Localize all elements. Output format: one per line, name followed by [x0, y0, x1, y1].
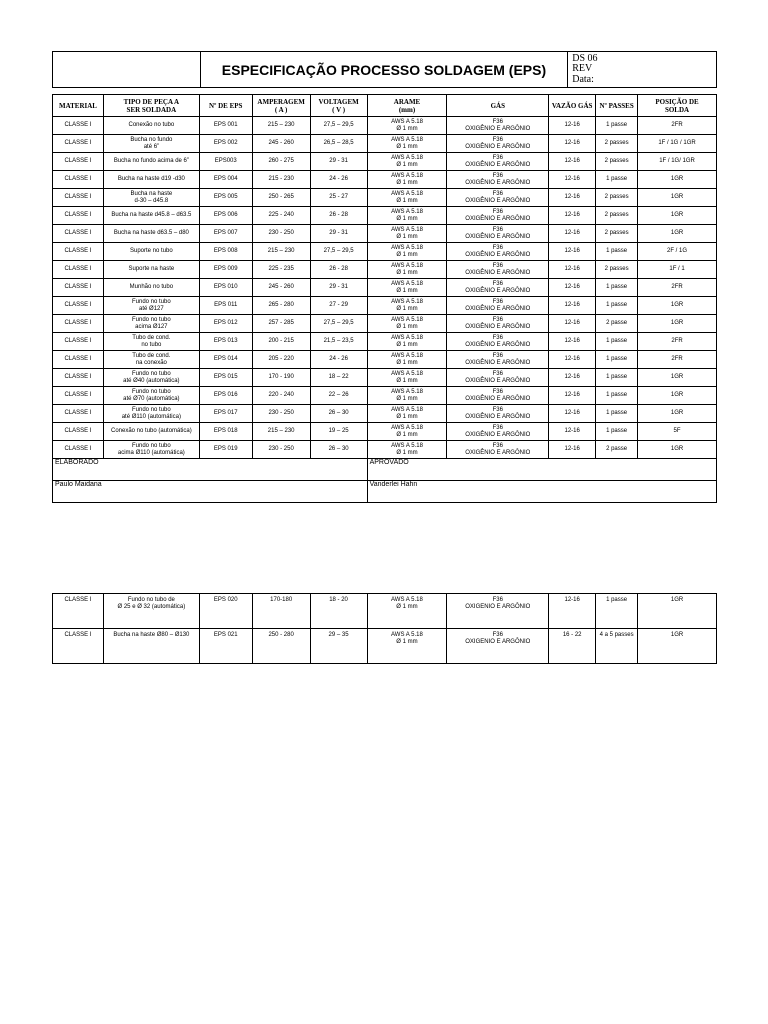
cell-wire: AWS A 5.18 Ø 1 mm: [367, 171, 447, 189]
column-header-gas: GÁS: [447, 95, 549, 117]
cell-gas-flow: 12-16: [549, 369, 596, 387]
cell-piece-type: Fundo no tubo acima Ø127: [103, 315, 199, 333]
column-header-piece-type: TIPO DE PEÇA A SER SOLDADA: [103, 95, 199, 117]
cell-voltage: 26 – 30: [310, 441, 367, 459]
cell-gas-flow: 12-16: [549, 297, 596, 315]
cell-wire: AWS A 5.18 Ø 1 mm: [367, 405, 447, 423]
cell-weld-position: 2FR: [638, 279, 717, 297]
cell-wire: AWS A 5.18 Ø 1 mm: [367, 333, 447, 351]
cell-amperage: 250 - 265: [252, 189, 310, 207]
cell-eps-number: EPS 016: [199, 387, 252, 405]
doc-code: DS 06: [572, 52, 598, 64]
extra-table-body: [53, 594, 717, 664]
cell-passes: 2 passes: [596, 153, 638, 171]
date-label: Data:: [572, 73, 594, 85]
cell-piece-type: Fundo no tubo até Ø127: [103, 297, 199, 315]
cell-material: CLASSE I: [53, 225, 104, 243]
cell-wire: AWS A 5.18 Ø 1 mm: [367, 369, 447, 387]
cell-gas-flow: 12-16: [549, 225, 596, 243]
cell-gas: F36 OXIGÊNIO E ARGÔNIO: [447, 423, 549, 441]
cell-voltage: 29 – 35: [310, 629, 367, 664]
cell-amperage: 225 - 235: [252, 261, 310, 279]
cell-weld-position: 1GR: [638, 441, 717, 459]
cell-voltage: 19 – 25: [310, 423, 367, 441]
cell-eps-number: EPS 021: [199, 629, 252, 664]
cell-gas-flow: 12-16: [549, 387, 596, 405]
cell-wire: AWS A 5.18 Ø 1 mm: [367, 387, 447, 405]
cell-wire: AWS A 5.18 Ø 1 mm: [367, 315, 447, 333]
table-row: [53, 171, 717, 189]
cell-gas: F36 OXIGÊNIO E ARGÔNIO: [447, 351, 549, 369]
table-row: [53, 629, 717, 664]
cell-piece-type: Fundo no tubo até Ø110 (automática): [103, 405, 199, 423]
cell-amperage: 257 - 285: [252, 315, 310, 333]
cell-weld-position: 2F / 1G: [638, 243, 717, 261]
cell-piece-type: Conexão no tubo: [103, 117, 199, 135]
cell-amperage: 215 – 230: [252, 243, 310, 261]
cell-piece-type: Bucha na haste d63.5 – d80: [103, 225, 199, 243]
eps-table: [52, 94, 717, 503]
cell-eps-number: EPS 020: [199, 594, 252, 629]
table-row: [53, 135, 717, 153]
cell-gas: F36 OXIGÊNIO E ARGÔNIO: [447, 405, 549, 423]
cell-wire: AWS A 5.18 Ø 1 mm: [367, 207, 447, 225]
cell-gas-flow: 12-16: [549, 171, 596, 189]
cell-eps-number: EPS 011: [199, 297, 252, 315]
cell-piece-type: Bucha na haste d45.8 – d63.5: [103, 207, 199, 225]
cell-passes: 1 passe: [596, 387, 638, 405]
cell-amperage: 245 - 260: [252, 279, 310, 297]
cell-weld-position: 1GR: [638, 225, 717, 243]
cell-eps-number: EPS 014: [199, 351, 252, 369]
column-header-weld-position: POSIÇÃO DE SOLDA: [638, 95, 717, 117]
cell-amperage: 200 - 215: [252, 333, 310, 351]
cell-passes: 1 passe: [596, 279, 638, 297]
cell-gas: F36 OXIGENIO E ARGÔNIO: [447, 629, 549, 664]
column-header-eps-number: Nº DE EPS: [199, 95, 252, 117]
cell-passes: 1 passe: [596, 423, 638, 441]
cell-gas: F36 OXIGÊNIO E ARGÔNIO: [447, 261, 549, 279]
cell-amperage: 265 - 280: [252, 297, 310, 315]
eps-extra-table: [52, 593, 717, 664]
cell-passes: 2 passes: [596, 207, 638, 225]
cell-material: CLASSE I: [53, 333, 104, 351]
table-header-row: [53, 95, 717, 117]
cell-gas: F36 OXIGÊNIO E ARGÔNIO: [447, 171, 549, 189]
cell-eps-number: EPS 013: [199, 333, 252, 351]
cell-voltage: 27,5 – 29,5: [310, 117, 367, 135]
cell-piece-type: Bucha na haste d19 -d30: [103, 171, 199, 189]
cell-wire: AWS A 5.18 Ø 1 mm: [367, 189, 447, 207]
table-row: [53, 153, 717, 171]
cell-piece-type: Conexão no tubo (automática): [103, 423, 199, 441]
cell-gas: F36 OXIGÊNIO E ARGÔNIO: [447, 189, 549, 207]
cell-wire: AWS A 5.18 Ø 1 mm: [367, 423, 447, 441]
cell-amperage: 245 - 260: [252, 135, 310, 153]
cell-passes: 1 passe: [596, 297, 638, 315]
elaborado-name: Paulo Maidana: [53, 481, 368, 503]
cell-piece-type: Munhão no tubo: [103, 279, 199, 297]
cell-material: CLASSE I: [53, 405, 104, 423]
cell-weld-position: 1GR: [638, 387, 717, 405]
table-row: [53, 423, 717, 441]
cell-gas-flow: 12-16: [549, 207, 596, 225]
cell-wire: AWS A 5.18 Ø 1 mm: [367, 135, 447, 153]
cell-eps-number: EPS 006: [199, 207, 252, 225]
cell-eps-number: EPS 002: [199, 135, 252, 153]
cell-gas: F36 OXIGENIO E ARGÔNIO: [447, 594, 549, 629]
cell-weld-position: 1F / 1G/ 1GR: [638, 153, 717, 171]
cell-gas-flow: 12-16: [549, 423, 596, 441]
cell-passes: 1 passe: [596, 369, 638, 387]
table-row: [53, 369, 717, 387]
cell-passes: 2 passe: [596, 315, 638, 333]
cell-voltage: 26,5 – 28,5: [310, 135, 367, 153]
cell-eps-number: EPS 018: [199, 423, 252, 441]
table-row: [53, 225, 717, 243]
cell-gas: F36 OXIGÊNIO E ARGÔNIO: [447, 135, 549, 153]
cell-piece-type: Bucha na haste Ø80 – Ø130: [103, 629, 199, 664]
cell-material: CLASSE I: [53, 243, 104, 261]
cell-gas-flow: 12-16: [549, 135, 596, 153]
cell-amperage: 215 – 230: [252, 423, 310, 441]
document-header: [52, 51, 717, 88]
cell-weld-position: 2FR: [638, 117, 717, 135]
cell-wire: AWS A 5.18 Ø 1 mm: [367, 225, 447, 243]
table-row: [53, 333, 717, 351]
cell-voltage: 24 - 26: [310, 171, 367, 189]
table-body: [53, 117, 717, 459]
table-row: [53, 405, 717, 423]
cell-voltage: 18 – 22: [310, 369, 367, 387]
cell-passes: 1 passe: [596, 405, 638, 423]
cell-material: CLASSE I: [53, 629, 104, 664]
cell-eps-number: EPS 005: [199, 189, 252, 207]
cell-material: CLASSE I: [53, 387, 104, 405]
column-header-gas-flow: VAZÃO GÁS: [549, 95, 596, 117]
cell-wire: AWS A 5.18 Ø 1 mm: [367, 629, 447, 664]
cell-amperage: 230 - 250: [252, 225, 310, 243]
cell-gas-flow: 12-16: [549, 315, 596, 333]
cell-amperage: 205 - 220: [252, 351, 310, 369]
table-row: [53, 387, 717, 405]
cell-passes: 2 passes: [596, 189, 638, 207]
cell-material: CLASSE I: [53, 423, 104, 441]
cell-wire: AWS A 5.18 Ø 1 mm: [367, 243, 447, 261]
cell-weld-position: 5F: [638, 423, 717, 441]
cell-wire: AWS A 5.18 Ø 1 mm: [367, 279, 447, 297]
cell-gas-flow: 12-16: [549, 351, 596, 369]
cell-weld-position: 1GR: [638, 629, 717, 664]
column-header-wire: ARAME (mm): [367, 95, 447, 117]
cell-gas: F36 OXIGÊNIO E ARGÔNIO: [447, 207, 549, 225]
cell-gas-flow: 12-16: [549, 243, 596, 261]
cell-gas-flow: 12-16: [549, 441, 596, 459]
header-blank-cell: [53, 52, 201, 88]
cell-weld-position: 1GR: [638, 594, 717, 629]
cell-piece-type: Fundo no tubo acima Ø110 (automática): [103, 441, 199, 459]
cell-amperage: 230 - 250: [252, 405, 310, 423]
cell-gas: F36 OXIGÊNIO E ARGÔNIO: [447, 387, 549, 405]
cell-gas: F36 OXIGÊNIO E ARGÔNIO: [447, 369, 549, 387]
cell-eps-number: EPS 010: [199, 279, 252, 297]
column-header-material: MATERIAL: [53, 95, 104, 117]
cell-gas: F36 OXIGÊNIO E ARGÔNIO: [447, 441, 549, 459]
elaborado-label: ELABORADO: [53, 459, 368, 481]
cell-gas: F36 OXIGÊNIO E ARGÔNIO: [447, 243, 549, 261]
cell-piece-type: Fundo no tubo até Ø70 (automática): [103, 387, 199, 405]
table-row: [53, 243, 717, 261]
cell-material: CLASSE I: [53, 441, 104, 459]
revision-block: [568, 52, 717, 88]
cell-voltage: 29 - 31: [310, 279, 367, 297]
table-row: [53, 279, 717, 297]
cell-piece-type: Bucha na haste d-30 – d45.8: [103, 189, 199, 207]
cell-amperage: 220 - 240: [252, 387, 310, 405]
cell-material: CLASSE I: [53, 189, 104, 207]
cell-gas: F36 OXIGÊNIO E ARGÔNIO: [447, 117, 549, 135]
cell-material: CLASSE I: [53, 279, 104, 297]
cell-wire: AWS A 5.18 Ø 1 mm: [367, 297, 447, 315]
table-row: [53, 189, 717, 207]
cell-voltage: 27,5 – 29,5: [310, 243, 367, 261]
cell-gas-flow: 12-16: [549, 405, 596, 423]
table-row: [53, 207, 717, 225]
cell-eps-number: EPS 015: [199, 369, 252, 387]
cell-material: CLASSE I: [53, 351, 104, 369]
cell-voltage: 25 - 27: [310, 189, 367, 207]
cell-gas: F36 OXIGÊNIO E ARGÔNIO: [447, 315, 549, 333]
cell-gas: F36 OXIGÊNIO E ARGÔNIO: [447, 279, 549, 297]
cell-voltage: 26 - 28: [310, 207, 367, 225]
cell-piece-type: Tubo de cond. no tubo: [103, 333, 199, 351]
cell-wire: AWS A 5.18 Ø 1 mm: [367, 594, 447, 629]
cell-weld-position: 2FR: [638, 351, 717, 369]
cell-wire: AWS A 5.18 Ø 1 mm: [367, 351, 447, 369]
document-title: ESPECIFICAÇÃO PROCESSO SOLDAGEM (EPS): [200, 52, 568, 88]
cell-amperage: 170 - 190: [252, 369, 310, 387]
table-row: [53, 297, 717, 315]
cell-eps-number: EPS 004: [199, 171, 252, 189]
rev-label: REV: [572, 63, 593, 75]
table-row: [53, 117, 717, 135]
cell-weld-position: 1F / 1G / 1GR: [638, 135, 717, 153]
cell-voltage: 29 - 31: [310, 225, 367, 243]
cell-eps-number: EPS 009: [199, 261, 252, 279]
table-row: [53, 261, 717, 279]
cell-voltage: 18 - 20: [310, 594, 367, 629]
cell-amperage: 170-180: [252, 594, 310, 629]
cell-gas-flow: 12-16: [549, 189, 596, 207]
cell-eps-number: EPS 017: [199, 405, 252, 423]
cell-material: CLASSE I: [53, 153, 104, 171]
cell-piece-type: Fundo no tubo de Ø 25 e Ø 32 (automática): [103, 594, 199, 629]
cell-passes: 1 passe: [596, 351, 638, 369]
cell-weld-position: 1GR: [638, 369, 717, 387]
table-row: [53, 594, 717, 629]
cell-eps-number: EPS003: [199, 153, 252, 171]
aprovado-name: Vanderlei Hahn: [367, 481, 716, 503]
cell-gas: F36 OXIGÊNIO E ARGÔNIO: [447, 225, 549, 243]
aprovado-label: APROVADO: [367, 459, 716, 481]
cell-passes: 2 passes: [596, 261, 638, 279]
cell-voltage: 24 - 26: [310, 351, 367, 369]
signature-block: [53, 459, 717, 503]
cell-passes: 1 passe: [596, 117, 638, 135]
cell-gas: F36 OXIGÊNIO E ARGÔNIO: [447, 297, 549, 315]
cell-passes: 1 passe: [596, 171, 638, 189]
cell-voltage: 26 - 28: [310, 261, 367, 279]
cell-wire: AWS A 5.18 Ø 1 mm: [367, 261, 447, 279]
cell-amperage: 250 - 280: [252, 629, 310, 664]
cell-passes: 1 passe: [596, 243, 638, 261]
cell-passes: 2 passes: [596, 135, 638, 153]
cell-amperage: 215 - 230: [252, 171, 310, 189]
cell-amperage: 230 - 250: [252, 441, 310, 459]
cell-gas: F36 OXIGÊNIO E ARGÔNIO: [447, 153, 549, 171]
cell-passes: 1 passe: [596, 594, 638, 629]
cell-gas-flow: 12-16: [549, 117, 596, 135]
cell-material: CLASSE I: [53, 117, 104, 135]
cell-gas-flow: 12-16: [549, 261, 596, 279]
cell-amperage: 260 - 275: [252, 153, 310, 171]
cell-gas-flow: 16 - 22: [549, 629, 596, 664]
cell-voltage: 27,5 – 29,5: [310, 315, 367, 333]
cell-piece-type: Bucha no fundo até 6”: [103, 135, 199, 153]
cell-weld-position: 2FR: [638, 333, 717, 351]
cell-wire: AWS A 5.18 Ø 1 mm: [367, 153, 447, 171]
cell-eps-number: EPS 019: [199, 441, 252, 459]
cell-voltage: 22 – 26: [310, 387, 367, 405]
cell-material: CLASSE I: [53, 261, 104, 279]
cell-material: CLASSE I: [53, 171, 104, 189]
cell-gas-flow: 12-16: [549, 279, 596, 297]
cell-gas-flow: 12-16: [549, 594, 596, 629]
cell-weld-position: 1GR: [638, 297, 717, 315]
cell-wire: AWS A 5.18 Ø 1 mm: [367, 441, 447, 459]
cell-voltage: 21,5 – 23,5: [310, 333, 367, 351]
cell-passes: 2 passe: [596, 441, 638, 459]
cell-material: CLASSE I: [53, 315, 104, 333]
cell-passes: 2 passes: [596, 225, 638, 243]
cell-piece-type: Fundo no tubo até Ø40 (automática): [103, 369, 199, 387]
column-header-passes: Nº PASSES: [596, 95, 638, 117]
cell-material: CLASSE I: [53, 297, 104, 315]
cell-piece-type: Suporte na haste: [103, 261, 199, 279]
table-row: [53, 441, 717, 459]
cell-eps-number: EPS 008: [199, 243, 252, 261]
cell-piece-type: Suporte no tubo: [103, 243, 199, 261]
cell-weld-position: 1GR: [638, 171, 717, 189]
cell-amperage: 225 - 240: [252, 207, 310, 225]
cell-gas-flow: 12-16: [549, 153, 596, 171]
cell-passes: 4 a 5 passes: [596, 629, 638, 664]
cell-material: CLASSE I: [53, 594, 104, 629]
cell-gas: F36 OXIGÊNIO E ARGÔNIO: [447, 333, 549, 351]
cell-eps-number: EPS 012: [199, 315, 252, 333]
cell-eps-number: EPS 007: [199, 225, 252, 243]
table-row: [53, 315, 717, 333]
cell-weld-position: 1GR: [638, 189, 717, 207]
cell-piece-type: Tubo de cond. na conexão: [103, 351, 199, 369]
cell-piece-type: Bucha no fundo acima de 6”: [103, 153, 199, 171]
cell-passes: 1 passe: [596, 333, 638, 351]
cell-weld-position: 1GR: [638, 207, 717, 225]
cell-material: CLASSE I: [53, 207, 104, 225]
cell-wire: AWS A 5.18 Ø 1 mm: [367, 117, 447, 135]
cell-weld-position: 1GR: [638, 405, 717, 423]
column-header-amperage: AMPERAGEM ( A ): [252, 95, 310, 117]
cell-weld-position: 1GR: [638, 315, 717, 333]
cell-gas-flow: 12-16: [549, 333, 596, 351]
cell-voltage: 26 – 30: [310, 405, 367, 423]
cell-amperage: 215 – 230: [252, 117, 310, 135]
column-header-voltage: VOLTAGEM ( V ): [310, 95, 367, 117]
cell-material: CLASSE I: [53, 135, 104, 153]
cell-eps-number: EPS 001: [199, 117, 252, 135]
cell-material: CLASSE I: [53, 369, 104, 387]
cell-voltage: 29 - 31: [310, 153, 367, 171]
cell-weld-position: 1F / 1: [638, 261, 717, 279]
table-row: [53, 351, 717, 369]
cell-voltage: 27 - 29: [310, 297, 367, 315]
